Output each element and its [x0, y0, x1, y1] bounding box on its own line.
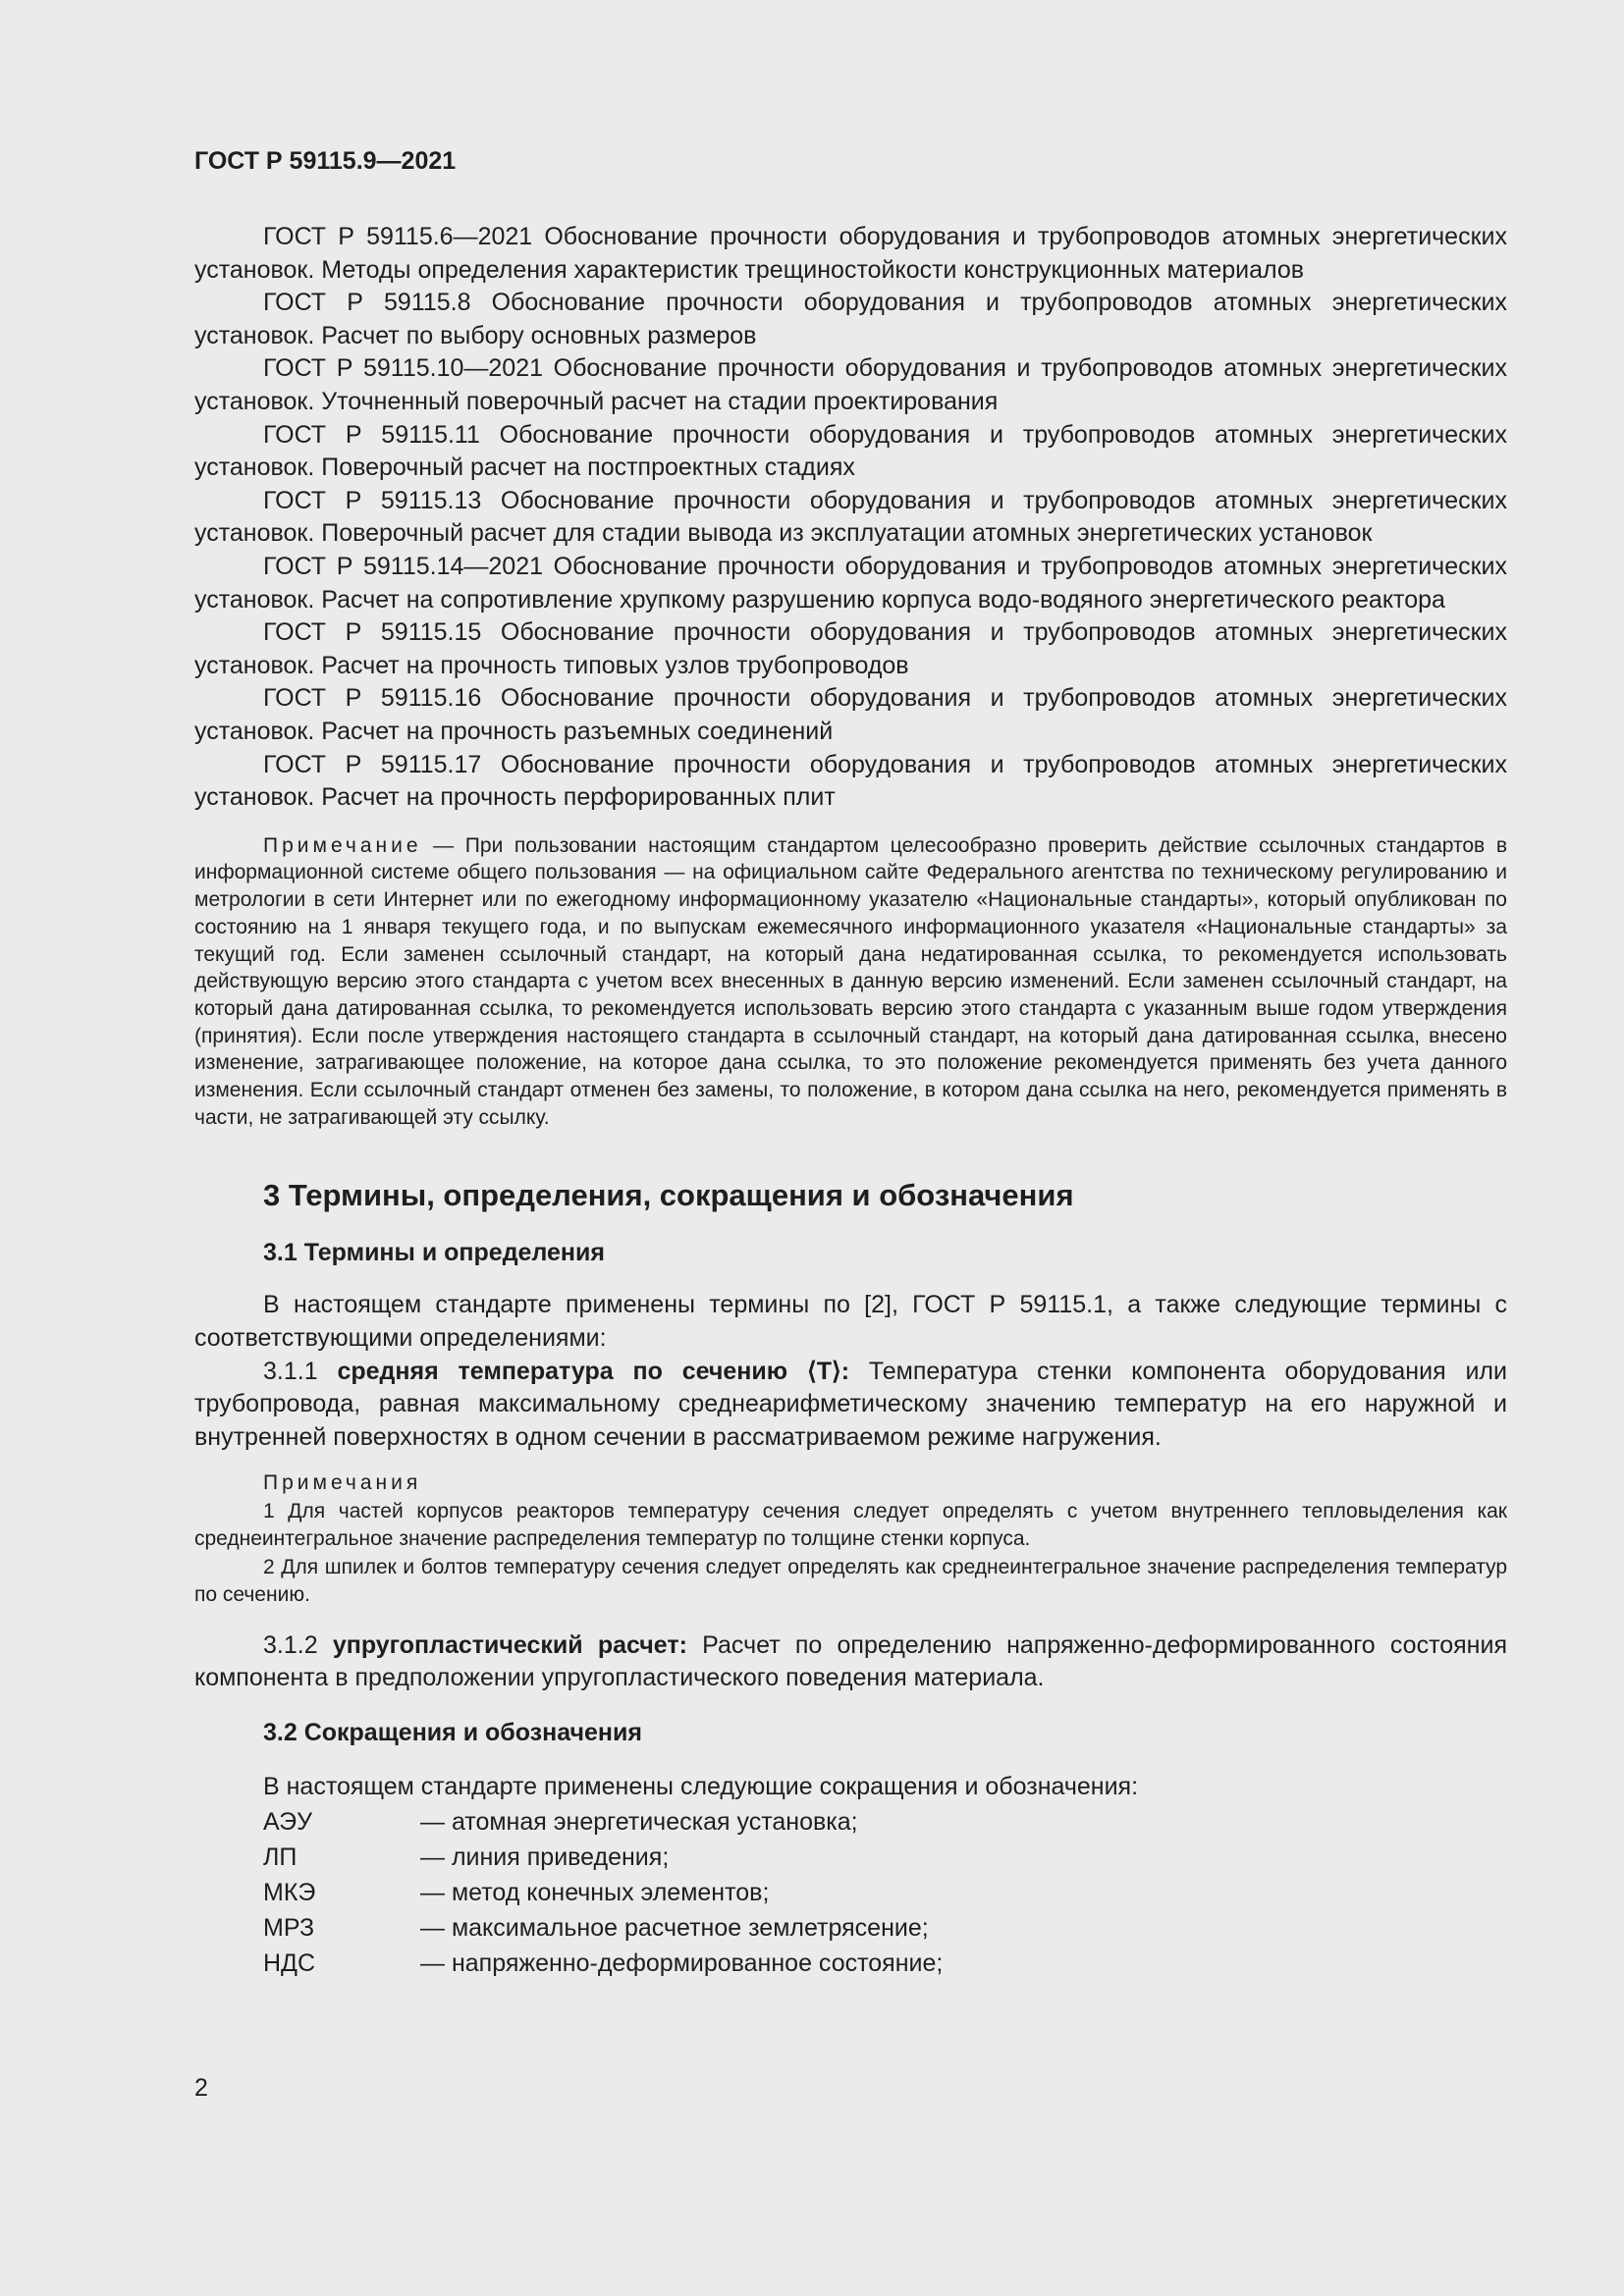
reference-item: ГОСТ Р 59115.17 Обоснование прочности оборудования и трубопроводов атомных энергетических установок. Расчет на прочность перфорированных плит	[194, 750, 1507, 812]
abbreviation: АЭУ	[263, 1807, 312, 1836]
section-3-title: 3 Термины, определения, сокращения и обозначения	[263, 1178, 1074, 1213]
note-item: 1 Для частей корпусов реакторов температуру сечения следует определять с учетом внутреннего тепловыделения как среднеинтегральное значение распределения температур по толщине стенки корпуса.	[194, 1499, 1507, 1551]
abbreviation: ЛП	[263, 1842, 298, 1871]
abbreviation-row	[263, 1875, 1507, 1910]
page-number: 2	[194, 2074, 208, 2102]
notes-heading: Примечания	[263, 1471, 422, 1495]
reference-item: ГОСТ Р 59115.16 Обоснование прочности оборудования и трубопроводов атомных энергетических установок. Расчет на прочность разъемных соединений	[194, 684, 1507, 745]
term-number: 3.1.1	[263, 1357, 338, 1385]
term-notes	[194, 1469, 1507, 1610]
subsection-3-2-title: 3.2 Сокращения и обозначения	[263, 1719, 642, 1747]
term-number: 3.1.2	[263, 1630, 333, 1659]
reference-item: ГОСТ Р 59115.11 Обоснование прочности оборудования и трубопроводов атомных энергетических установок. Поверочный расчет на постпроектных стадиях	[194, 420, 1507, 482]
term-definition: Расчет по определению напряженно-деформированного состояния компонента в предположении упругопластического поведения материала.	[194, 1630, 1507, 1692]
term-name: упругопластический расчет:	[332, 1630, 687, 1659]
abbreviation-description: — линия приведения;	[420, 1842, 670, 1871]
abbr-intro: В настоящем стандарте применены следующие сокращения и обозначения:	[263, 1773, 1139, 1801]
abbreviation: МКЭ	[263, 1878, 316, 1906]
note-label: Примечание	[263, 833, 422, 857]
abbreviation-row	[263, 1946, 1507, 1981]
reference-item: ГОСТ Р 59115.14—2021 Обоснование прочности оборудования и трубопроводов атомных энергетических установок. Расчет на сопротивление хрупкому разрушению корпуса водо-водяного энергетического реактора	[194, 552, 1507, 614]
abbreviation-row	[263, 1840, 1507, 1875]
subsection-3-1-title: 3.1 Термины и определения	[263, 1239, 605, 1267]
reference-item: ГОСТ Р 59115.6—2021 Обоснование прочности оборудования и трубопроводов атомных энергетических установок. Методы определения характеристик трещиностойкости конструкционных материалов	[194, 223, 1507, 284]
reference-note	[194, 832, 1507, 1132]
reference-item: ГОСТ Р 59115.8 Обоснование прочности оборудования и трубопроводов атомных энергетических установок. Расчет по выбору основных размеров	[194, 289, 1507, 349]
abbreviation: МРЗ	[263, 1913, 315, 1942]
reference-item: ГОСТ Р 59115.10—2021 Обоснование прочности оборудования и трубопроводов атомных энергетических установок. Уточненный поверочный расчет на стадии проектирования	[194, 354, 1507, 415]
term-name: средняя температура по сечению ⟨T⟩:	[337, 1357, 850, 1385]
references-list	[194, 221, 1507, 815]
note-item: 2 Для шпилек и болтов температуру сечения следует определять как среднеинтегральное значение распределения температур по сечению.	[194, 1555, 1507, 1607]
abbreviation-row	[263, 1910, 1507, 1946]
abbreviation-list	[194, 1804, 1507, 1981]
term-3-1-2	[194, 1629, 1507, 1695]
abbreviation-description: — атомная энергетическая установка;	[420, 1807, 858, 1836]
note-text: — При пользовании настоящим стандартом целесообразно проверить действие ссылочных стандартов в информационной системе общего пользования — на официальном сайте Федерального агентства по техническому регулированию и метрологии в сети Интернет или по ежегодному информационному указателю «Национальные стандарты», который опубликован по состоянию на 1 января текущего года, и по выпускам ежемесячного информационного указателя «Национальные стандарты» за текущий год. Если заменен ссылочный стандарт, на который дана недатированная ссылка, то рекомендуется использовать действующую версию этого стандарта с учетом всех внесенных в данную версию изменений. Если заменен ссылочный стандарт, на который дана датированная ссылка, то рекомендуется использовать версию этого стандарта с указанным выше годом утверждения (принятия). Если после утверждения настоящего стандарта в ссылочный стандарт, на который дана датированная ссылка, внесено изменение, затрагивающее положение, на которое дана ссылка, то это положение рекомендуется применять без учета данного изменения. Если ссылочный стандарт отменен без замены, то положение, в котором дана ссылка на него, рекомендуется применять в части, не затрагивающей эту ссылку.	[194, 833, 1507, 1129]
reference-item: ГОСТ Р 59115.13 Обоснование прочности оборудования и трубопроводов атомных энергетических установок. Поверочный расчет для стадии вывода из эксплуатации атомных энергетических установок	[194, 486, 1507, 548]
abbreviation-description: — метод конечных элементов;	[420, 1878, 770, 1906]
term-3-1-1	[194, 1356, 1507, 1455]
abbreviation-description: — максимальное расчетное землетрясение;	[420, 1913, 929, 1942]
terms-intro: В настоящем стандарте применены термины по [2], ГОСТ Р 59115.1, а также следующие термины с соответствующими определениями:	[194, 1291, 1507, 1353]
document-header: ГОСТ Р 59115.9—2021	[194, 147, 457, 175]
term-definition: Температура стенки компонента оборудования или трубопровода, равная максимальному среднеарифметическому значению температур на его наружной и внутренней поверхностях в одном сечении в рассматриваемом режиме нагружения.	[194, 1357, 1507, 1451]
abbreviation-description: — напряженно-деформированное состояние;	[420, 1949, 944, 1977]
abbreviation: НДС	[263, 1949, 316, 1977]
abbreviation-row	[263, 1804, 1507, 1840]
document-page	[194, 147, 1507, 1981]
reference-item: ГОСТ Р 59115.15 Обоснование прочности оборудования и трубопроводов атомных энергетических установок. Расчет на прочность типовых узлов трубопроводов	[194, 618, 1507, 679]
